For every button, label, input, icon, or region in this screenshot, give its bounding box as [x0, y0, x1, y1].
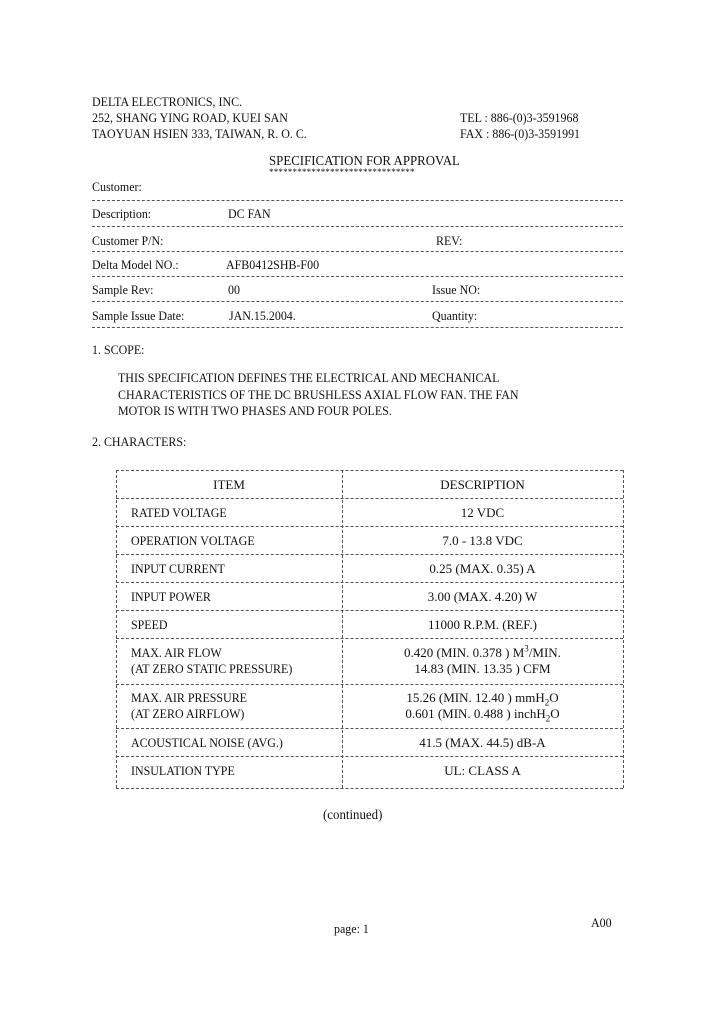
table-border [116, 756, 623, 757]
table-border [116, 788, 623, 789]
scope-line: MOTOR IS WITH TWO PHASES AND FOUR POLES. [118, 403, 392, 418]
revision-code: A00 [591, 915, 612, 930]
characters-table [116, 470, 623, 790]
title-underline: ******************************* [269, 167, 415, 177]
table-row-desc: 0.420 (MIN. 0.378 ) $M^3$/MIN. 14.83 (MIN. 13.35 ) CFM [404, 643, 561, 676]
col-header-item: ITEM [213, 477, 245, 492]
continued-note: (continued) [323, 808, 383, 823]
table-border [116, 526, 623, 527]
sample-issue-date-value: JAN.15.2004. [229, 308, 296, 323]
model-value: AFB0412SHB-F00 [226, 257, 320, 272]
address-line-2: TAOYUAN HSIEN 333, TAIWAN, R. O. C. [92, 126, 307, 141]
divider [92, 276, 623, 277]
table-border [116, 638, 623, 639]
table-border [116, 582, 623, 583]
model-label: Delta Model NO.: [92, 257, 179, 272]
table-row-item: RATED VOLTAGE [131, 505, 227, 520]
scope-heading: 1. SCOPE: [92, 342, 145, 357]
table-border [116, 728, 623, 729]
characters-heading: 2. CHARACTERS: [92, 434, 187, 449]
sample-rev-label: Sample Rev: [92, 282, 154, 297]
table-row-item: MAX. AIR FLOW (AT ZERO STATIC PRESSURE) [131, 645, 293, 676]
customer-label: Customer: [92, 179, 142, 194]
table-row-desc: 12 VDC [460, 505, 505, 520]
divider [92, 251, 623, 252]
table-row-item: ACOUSTICAL NOISE (AVG.) [131, 735, 283, 750]
table-row-desc: 0.25 (MAX. 0.35) A [429, 561, 536, 576]
table-border [623, 470, 624, 788]
divider [92, 200, 623, 201]
table-row-item: OPERATION VOLTAGE [131, 533, 255, 548]
table-row-item: INPUT CURRENT [131, 561, 225, 576]
table-row-item: MAX. AIR PRESSURE (AT ZERO AIRFLOW) [131, 690, 247, 721]
rev-label: REV: [436, 233, 463, 248]
table-border [116, 498, 623, 499]
col-header-description: DESCRIPTION [440, 477, 525, 492]
table-row-item: INSULATION TYPE [131, 763, 235, 778]
table-border [116, 554, 623, 555]
scope-line: CHARACTERISTICS OF THE DC BRUSHLESS AXIAL FLOW FAN. THE FAN [118, 386, 519, 402]
scope-text [118, 370, 553, 420]
table-border [116, 470, 623, 471]
address-line-1: 252, SHANG YING ROAD, KUEI SAN [92, 110, 288, 125]
issue-no-label: Issue NO: [432, 282, 481, 297]
customer-pn-label: Customer P/N: [92, 233, 164, 248]
divider [92, 301, 623, 302]
table-row-item: INPUT POWER [131, 589, 211, 604]
table-border [116, 610, 623, 611]
table-border [116, 470, 117, 788]
table-row-desc: 3.00 (MAX. 4.20) W [427, 589, 538, 604]
scope-line: THIS SPECIFICATION DEFINES THE ELECTRICAL AND MECHANICAL [118, 370, 500, 385]
description-label: Description: [92, 206, 152, 221]
table-row-desc: 11000 R.P.M. (REF.) [428, 617, 537, 632]
divider [92, 327, 623, 328]
quantity-label: Quantity: [432, 308, 478, 323]
table-border [116, 684, 623, 685]
fax: FAX : 886-(0)3-3591991 [460, 126, 581, 141]
company-name: DELTA ELECTRONICS, INC. [92, 94, 243, 109]
table-row-desc: 15.26 (MIN. 12.40 ) mmH$_2$O 0.601 (MIN. 0.488 ) inchH$_2$O [405, 690, 560, 724]
table-row-desc: 41.5 (MAX. 44.5) dB-A [419, 735, 546, 750]
table-row-desc: UL: CLASS A [444, 763, 521, 778]
divider [92, 226, 623, 227]
sample-issue-date-label: Sample Issue Date: [92, 308, 185, 323]
description-value: DC FAN [228, 206, 271, 221]
page-number: page: 1 [334, 921, 369, 936]
table-row-item: SPEED [131, 617, 168, 632]
tel: TEL : 886-(0)3-3591968 [460, 110, 579, 125]
sample-rev-value: 00 [228, 282, 240, 297]
table-row-desc: 7.0 - 13.8 VDC [442, 533, 523, 548]
page-title: SPECIFICATION FOR APPROVAL [269, 154, 460, 169]
